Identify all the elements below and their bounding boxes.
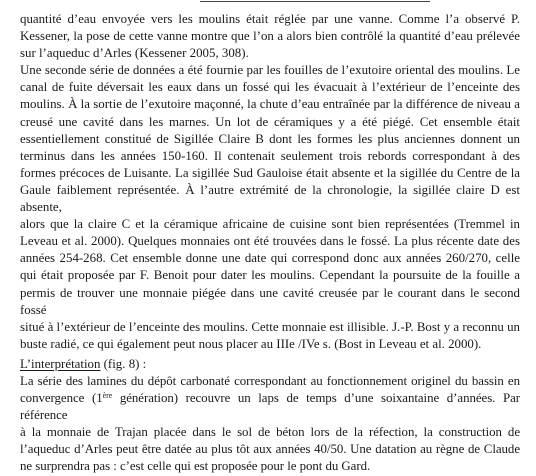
text-line: buste radié, ce qui également peut nous placer au IIIe /IVe s. (Bost in Leveau et al. 2000). (20, 336, 482, 351)
text-line: permis de trouver une monnaie piégée dans une cavité creusée par le courant dans le second fossé (20, 285, 520, 317)
text-line: années 254-268. Cet ensemble donne une date qui correspond donc aux années 260/270, celle (20, 251, 520, 266)
text-fragment: génération) recouvre un laps de temps d’une soixantaine d’années. Par référence (20, 391, 520, 423)
text-line: Gaule faiblement représentée. À l’autre extrémité de la chronologie, la sigillée claire D est absente, (20, 182, 520, 215)
text-line: l’aqueduc d’Arles peut être datée au plus tôt aux années 40/50. Une datation au règne de Claude (20, 442, 520, 457)
text-line: La série des lamines du dépôt carbonaté correspondant au fonctionnement originel du bassin en (20, 373, 520, 388)
text-line: essentiellement constitué de Sigillée Claire B dont les formes les plus anciennes donnent un (20, 131, 520, 146)
text-line: moulins. À la sortie de l’exutoire maçonné, la chute d’eau entraînée par la différence de niveau a (20, 97, 520, 112)
text-line: Kessener, la pose de cette vanne montre que l’on a alors bien contrôlé la quantité d’eau prélevée (20, 29, 520, 44)
paragraph-exutoire-data (20, 62, 520, 353)
document-page (20, 0, 520, 476)
text-line: à la monnaie de Trajan placée dans le sol de béton lors de la réfection, la construction de (20, 425, 520, 440)
text-line: qui était proposée par F. Benoit pour dater les moulins. Cependant la poursuite de la fouille a (20, 268, 520, 283)
text-line: ne surprendra pas : c’est celle qui est proposée pour le pont du Gard. (20, 459, 371, 474)
section-heading (20, 356, 520, 373)
text-line: situé à l’extérieur de l’enceinte des moulins. Cette monnaie est illisible. J.-P. Bost y a reconnu un (20, 319, 520, 334)
text-line: alors que la claire C et la céramique africaine de cuisine sont bien représentées (Tremmel in (20, 217, 520, 232)
text-line (20, 390, 520, 424)
text-line: terminus dans les années 150-160. Il contenait seulement trois rebords correspondant à des (20, 148, 520, 163)
text-line: creusé une cavité dans les marnes. Un lot de céramiques y a été piégé. Cet ensemble était (20, 114, 520, 129)
text-line: formes précoces de Luisante. La sigillée Sud Gauloise était absente et la sigillée du Centre de la (20, 165, 520, 180)
text-line: Une seconde série de données a été fournie par les fouilles de l’exutoire oriental des moulins. Le (20, 63, 520, 78)
text-line: canal de fuite déversait les eaux dans un fossé qui les évacuait à l’extérieur de l’enceinte des (20, 80, 520, 95)
text-fragment: convergence (1 (20, 391, 103, 406)
section-heading-title: L’interprétation (20, 356, 101, 371)
text-line: sur l’aqueduc d’Arles (Kessener 2005, 308). (20, 46, 249, 61)
section-heading-figref: (fig. 8) : (100, 356, 147, 371)
text-line: Leveau et al. 2000). Quelques monnaies ont été trouvées dans le fossé. La plus récente date des (20, 234, 520, 249)
paragraph-interpretation (20, 373, 520, 476)
superscript: ère (102, 391, 113, 401)
text-line: quantité d’eau envoyée vers les moulins était réglée par une vanne. Comme l’a observé P. (20, 12, 520, 26)
paragraph-aqueduct-valve (20, 0, 520, 62)
